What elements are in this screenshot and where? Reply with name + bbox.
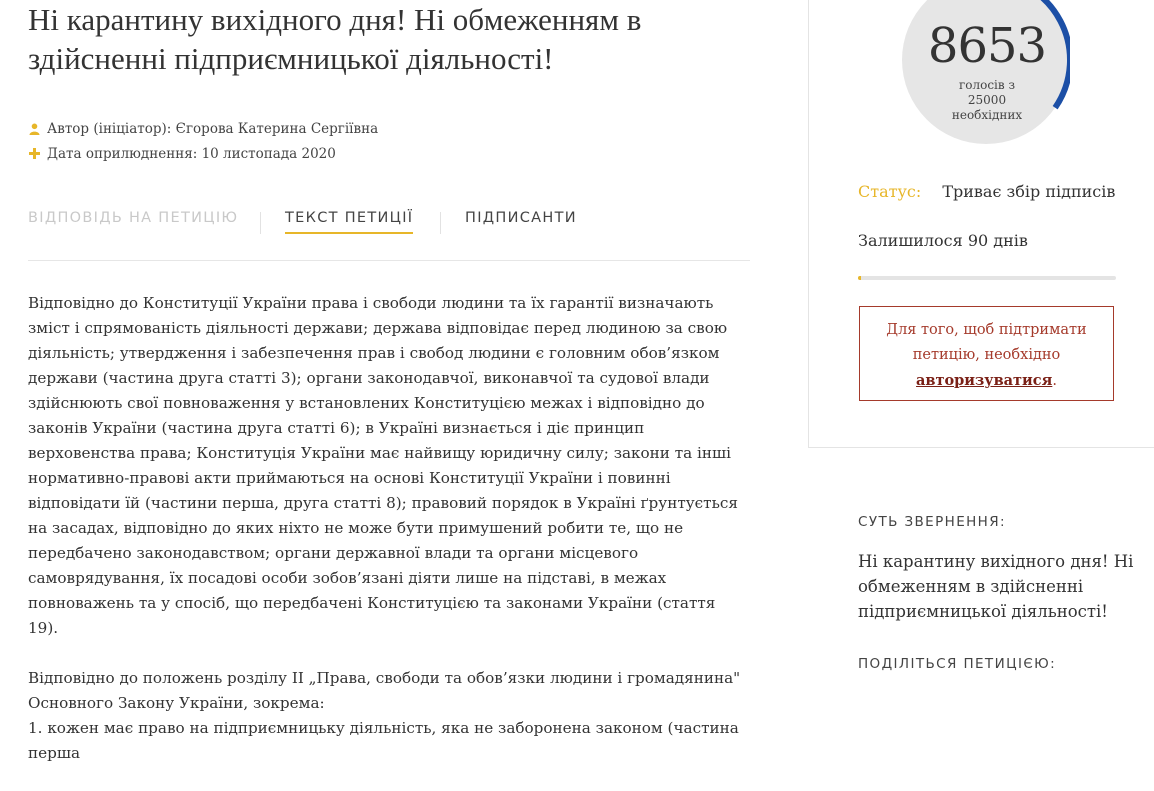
days-remaining: Залишилося 90 днів: [858, 231, 1028, 250]
auth-link[interactable]: авторизуватися: [916, 372, 1053, 389]
auth-notice-text: Для того, щоб підтримати петицію, необхідно: [886, 322, 1087, 363]
auth-notice: [859, 306, 1114, 401]
sidebar-border: [808, 0, 809, 448]
tab-divider: [260, 212, 261, 234]
days-progress-bar: [858, 276, 1116, 280]
vote-count: 8653: [927, 18, 1047, 74]
essence-text: Ні карантину вихідного дня! Ні обмеженням в здійсненні підприємницької діяльності!: [858, 552, 1134, 621]
plus-icon: [28, 148, 40, 160]
days-progress-fill: [858, 276, 861, 280]
vote-count-subtitle-text: голосів з 25000 необхідних: [951, 78, 1023, 122]
status: [858, 182, 1115, 201]
user-icon: [28, 123, 40, 135]
status-label: Статус:: [858, 182, 922, 201]
petition-meta: [28, 116, 378, 166]
date-text: Дата оприлюднення: 10 листопада 2020: [47, 145, 336, 162]
vote-count-subtitle: [902, 78, 1072, 123]
body-paragraph: Відповідно до положень розділу ІІ „Права, свободи та обов’язки людини і громадянина" Основного Закону України, зокрема:: [28, 669, 741, 712]
share-heading: ПОДІЛІТЬСЯ ПЕТИЦІЄЮ:: [858, 656, 1057, 672]
petition-body: [28, 291, 748, 791]
body-paragraph: 1. кожен має право на підприємницьку діяльність, яка не заборонена законом (частина перша: [28, 719, 739, 762]
status-value: Триває збір підписів: [942, 182, 1116, 201]
petition-title: Ні карантину вихідного дня! Ні обмеженням в здійсненні підприємницької діяльності!: [28, 2, 642, 76]
essence-heading: СУТЬ ЗВЕРНЕННЯ:: [858, 514, 1006, 530]
tab-petition-text[interactable]: ТЕКСТ ПЕТИЦІЇ: [285, 210, 413, 234]
body-paragraph: Відповідно до Конституції України права і свободи людини та їх гарантії визначають зміст і спрямованість діяльності держави; держава відповідає перед людиною за свою діяльність; утвердження і забезпечення прав і свобод людини є головним обов’язком держави (частина друга статті 3); органи законодавчої, виконавчої та судової влади здійснюють свої повноваження у встановлених Конституцією межах і відповідно до законів України (частина друга статті 6); в Україні визнається і діє принцип верховенства права; Конституція України має найвищу юридичну силу; закони та інші нормативно-правові акти приймаються на основі Конституції України і повинні відповідати їй (частини перша, друга статті 8); правовий порядок в Україні ґрунтується на засадах, відповідно до яких ніхто не може бути примушений робити те, що не передбачено законодавством; органи державної влади та органи місцевого самоврядування, їх посадові особи зобов’язані діяти лише на підставі, в межах повноважень та у спосіб, що передбачені Конституцією та законами України (стаття 19).: [28, 294, 738, 637]
petition-tabs: [28, 210, 750, 261]
tab-signatories[interactable]: ПІДПИСАНТИ: [465, 210, 577, 226]
auth-period: .: [1052, 373, 1057, 389]
sidebar-border-bottom: [808, 447, 1154, 448]
author-row: [28, 116, 378, 141]
date-row: [28, 141, 378, 166]
author-text: Автор (ініціатор): Єгорова Катерина Сергіївна: [47, 120, 379, 137]
tab-divider: [440, 212, 441, 234]
tab-answer[interactable]: ВІДПОВІДЬ НА ПЕТИЦІЮ: [28, 210, 239, 226]
